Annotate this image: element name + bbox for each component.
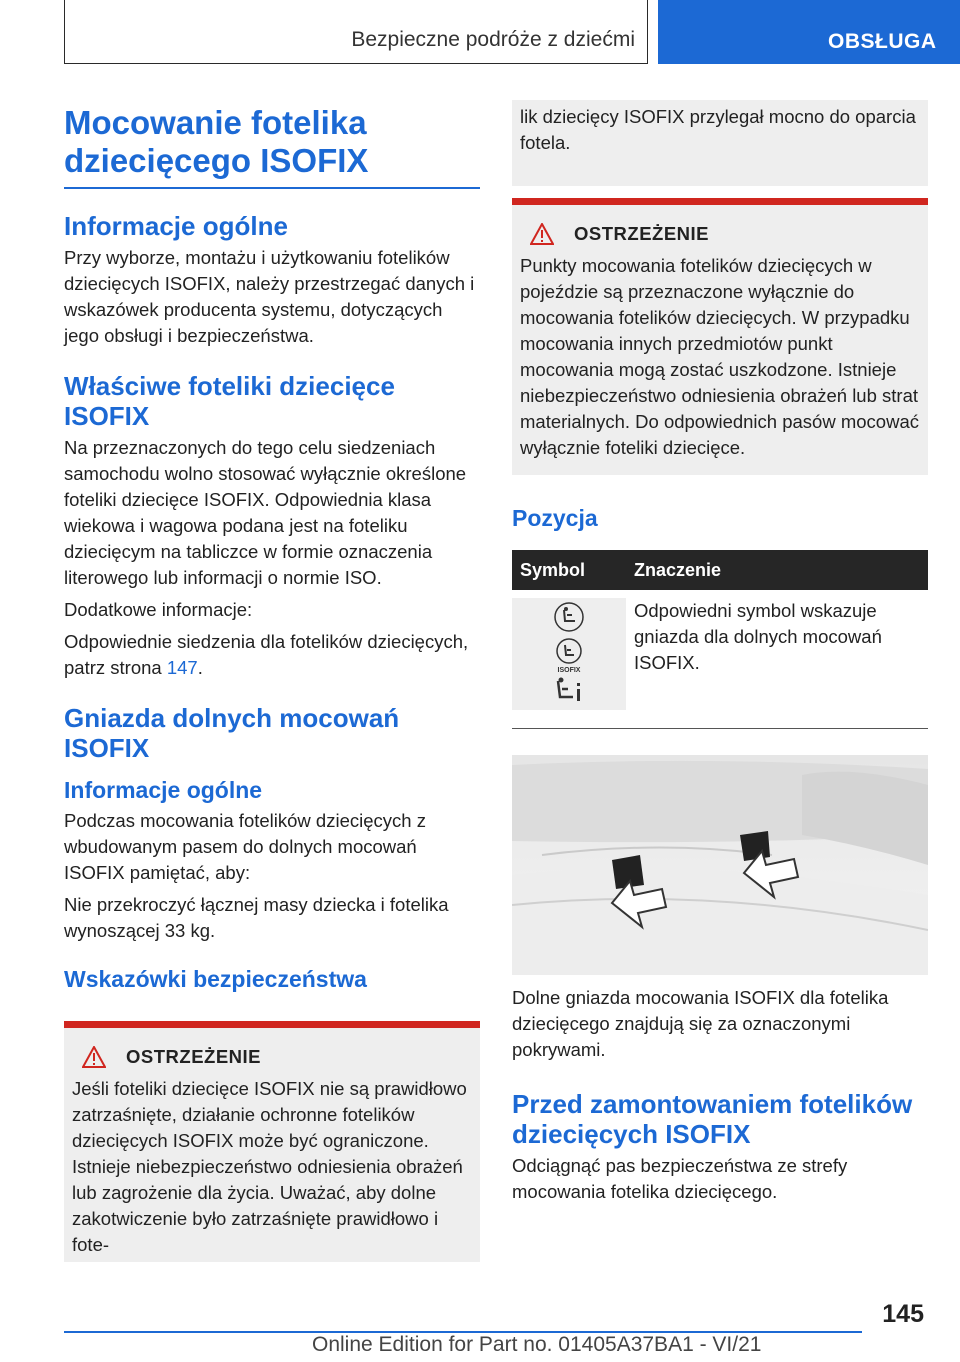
warning-text-2: Punkty mocowania fotelików dziecięcych w pojeździe są przeznaczone wyłącznie do mocowania fotelików dziecięcych. W przypadku mocowania innych przedmiotów punkt mocowania mogą zostać uszkodzone. Istnieje niebezpieczeństwo odniesienia obrażeń lub strat materialnych. Do odpowiednich pasów mocować wyłącznie foteliki dziecięce.: [520, 255, 919, 458]
general-heading: Informacje ogólne: [64, 211, 288, 241]
reference-page-link[interactable]: 147: [166, 657, 198, 678]
table-bottom-rule: [512, 728, 928, 729]
warning-title-text-2: OSTRZEŻENIE: [574, 223, 710, 244]
header-section-box: [64, 0, 648, 64]
left-column: [64, 100, 480, 1262]
warning-title: [72, 1046, 472, 1068]
warning-triangle-icon: [530, 223, 554, 245]
page-title: Mocowanie fotelika dziecięcego ISOFIX: [64, 104, 480, 189]
isofix-seat-photo: [512, 755, 928, 975]
symbol-table: [512, 550, 928, 710]
page-reference: [64, 629, 480, 681]
symbol-cell: [512, 590, 626, 710]
proper-seats-text: Na przeznaczonych do tego celu siedzeniach samochodu wolno stosować wyłącznie określone foteliki dziecięce ISOFIX. Odpowiednia klasa wiekowa i wagowa podana jest na foteliku dziecięcym na tabliczce w formie oznaczenia literowego lub informacji o normie ISO.: [64, 437, 467, 588]
proper-seats-heading: Właściwe foteliki dziecięce ISOFIX: [64, 371, 395, 431]
table-row: [512, 590, 928, 710]
child-seat-icon: [553, 601, 585, 633]
right-column: [512, 100, 928, 1211]
isofix-anchor-icon: [553, 637, 585, 673]
warning-title-2: [520, 223, 920, 245]
child-seat-info-icon: [553, 677, 585, 707]
safety-heading: Wskazówki bezpieczeństwa: [64, 966, 367, 992]
warning-box: [64, 1021, 480, 1262]
page-number: 145: [882, 1300, 924, 1328]
before-install-text: Odciągnąć pas bezpieczeństwa ze strefy mocowania fotelika dziecięcego.: [512, 1155, 848, 1202]
anchors-text: Podczas mocowania fotelików dziecięcych z wbudowanym pasem do dolnych mocowań ISOFIX pamiętać, aby:: [64, 810, 426, 883]
warning-triangle-icon: [82, 1046, 106, 1068]
meaning-cell: Odpowiedni symbol wskazuje gniazda dla dolnych mocowań ISOFIX.: [634, 600, 882, 673]
reference-end: .: [197, 657, 203, 678]
warning-text: Jeśli foteliki dziecięce ISOFIX nie są prawidłowo zatrzaśnięte, działanie ochronne fotelików dziecięcych ISOFIX może być ograniczone. Istnieje niebezpieczeństwo odniesienia obrażeń lub zagrożenie dla życia. Uważać, aby dolne zakotwiczenie było zatrzaśnięte prawidłowo i fote-: [72, 1078, 467, 1255]
anchors-weight-text: Nie przekroczyć łącznej masy dziecka i fotelika wynoszącej 33 kg.: [64, 894, 449, 941]
footer-edition: Online Edition for Part no. 01405A37BA1 - VI/21: [312, 1333, 762, 1356]
isofix-symbols: [512, 598, 626, 710]
header-section-title: Bezpieczne podróże z dziećmi: [351, 28, 635, 51]
anchors-subheading: Informacje ogólne: [64, 777, 263, 803]
photo-caption: Dolne gniazda mocowania ISOFIX dla fotelika dziecięcego znajdują się za oznaczonymi pokrywami.: [512, 987, 889, 1060]
header-chapter-title: OBSŁUGA: [828, 30, 937, 53]
position-heading: Pozycja: [512, 505, 598, 531]
table-header-row: [512, 550, 928, 590]
extra-info-label: Dodatkowe informacje:: [64, 599, 253, 620]
table-header-meaning: Znaczenie: [626, 550, 928, 590]
header-chapter-tab: [658, 0, 960, 64]
reference-text: Odpowiednie siedzenia dla fotelików dziecięcych, patrz strona: [64, 631, 469, 678]
before-install-heading: Przed zamontowaniem fotelików dziecięcych ISOFIX: [512, 1089, 913, 1149]
table-header-symbol: Symbol: [512, 550, 626, 590]
warning-box-continued: [512, 100, 928, 186]
general-text: Przy wyborze, montażu i użytkowaniu fotelików dziecięcych ISOFIX, należy przestrzegać danych i wskazówek producenta systemu, dotyczących jego obsługi i bezpieczeństwa.: [64, 247, 475, 346]
anchors-heading: Gniazda dolnych mocowań ISOFIX: [64, 703, 400, 763]
warning-continued-text: lik dziecięcy ISOFIX przylegał mocno do oparcia fotela.: [520, 106, 916, 153]
warning-title-text: OSTRZEŻENIE: [126, 1046, 262, 1067]
warning-box-2: [512, 198, 928, 475]
isofix-icon-label: ISOFIX: [557, 667, 581, 673]
